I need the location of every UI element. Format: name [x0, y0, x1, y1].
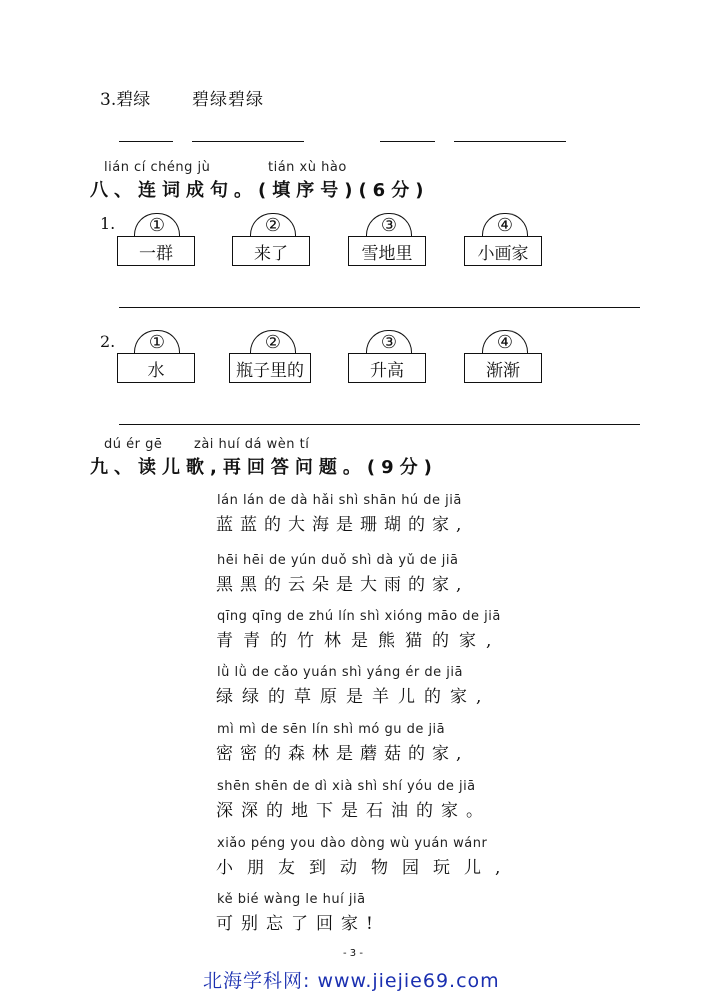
q8-group1-word2-number-tab: [250, 213, 296, 238]
answer-blank[interactable]: [192, 141, 304, 142]
poem-line-2-text: 黑黑的云朵是大雨的家,: [216, 575, 469, 595]
poem-line-4-pinyin: lǜ lǜ de cǎo yuán shì yáng ér de jiā: [217, 665, 463, 680]
q8-group1-word3-number-tab: [366, 213, 412, 238]
q9-heading: 九、读儿歌,再回答问题。(9分): [90, 457, 438, 478]
q8-group1-number: 1.: [100, 214, 116, 233]
q9-pinyin-right: zài huí dá wèn tí: [194, 437, 310, 452]
poem-line-3-pinyin: qīng qīng de zhú lín shì xióng māo de jiā: [217, 609, 501, 624]
q8-pinyin-right: tián xù hào: [268, 160, 347, 175]
answer-line[interactable]: [119, 307, 640, 308]
word-text: 瓶子里的: [236, 360, 304, 381]
poem-line-5-text: 密密的森林是蘑菇的家,: [216, 744, 469, 764]
poem-line-2-pinyin: hēi hēi de yún duǒ shì dà yǔ de jiā: [217, 553, 459, 568]
number-marker: ③: [380, 332, 398, 353]
q8-group2-word4-number-tab: [482, 330, 528, 355]
number-marker: ②: [264, 215, 282, 236]
word-text: 小画家: [477, 243, 529, 264]
q8-group2-word1-number-tab: [134, 330, 180, 355]
poem-line-8-text: 可别忘了回家!: [216, 914, 381, 934]
number-marker: ②: [264, 332, 282, 353]
q8-group1-word1-number-tab: [134, 213, 180, 238]
poem-line-4-text: 绿绿的草原是羊儿的家,: [216, 687, 491, 707]
poem-line-6-pinyin: shēn shēn de dì xià shì shí yóu de jiā: [217, 779, 476, 794]
q8-group2-word1: [117, 353, 195, 383]
q8-group2-word2: [229, 353, 311, 383]
answer-blank[interactable]: [380, 141, 435, 142]
q8-group2-number: 2.: [100, 332, 116, 351]
word-text: 渐渐: [486, 360, 520, 381]
poem-line-6-text: 深深的地下是石油的家。: [216, 801, 491, 821]
word-text: 来了: [254, 243, 288, 264]
number-marker: ④: [496, 215, 514, 236]
word-text: 一群: [139, 243, 173, 264]
q7-item3-pattern: 碧绿碧绿: [192, 90, 264, 110]
poem-line-3-text: 青青的竹林是熊猫的家,: [216, 631, 502, 651]
answer-line[interactable]: [119, 424, 640, 425]
word-text: 水: [147, 360, 165, 381]
number-marker: ①: [148, 332, 166, 353]
number-marker: ①: [148, 215, 166, 236]
word-text: 升高: [370, 360, 404, 381]
q8-group2-word2-number-tab: [250, 330, 296, 355]
q8-group1-word4: [464, 236, 542, 266]
q8-group1-word3: [348, 236, 426, 266]
poem-line-8-pinyin: kě bié wàng le huí jiā: [217, 892, 366, 907]
poem-line-5-pinyin: mì mì de sēn lín shì mó gu de jiā: [217, 722, 446, 737]
q8-group1-word2: [232, 236, 310, 266]
number-marker: ④: [496, 332, 514, 353]
q8-group1-word1: [117, 236, 195, 266]
q8-group2-word4: [464, 353, 542, 383]
q8-pinyin-left: lián cí chéng jù: [104, 160, 211, 175]
q9-pinyin-left: dú ér gē: [104, 437, 163, 452]
q8-group2-word3-number-tab: [366, 330, 412, 355]
q8-group1-word4-number-tab: [482, 213, 528, 238]
q8-group2-word3: [348, 353, 426, 383]
number-marker: ③: [380, 215, 398, 236]
answer-blank[interactable]: [454, 141, 566, 142]
poem-line-1-text: 蓝蓝的大海是珊瑚的家,: [216, 515, 469, 535]
poem-line-1-pinyin: lán lán de dà hǎi shì shān hú de jiā: [217, 493, 462, 508]
q7-item3-label: 3.碧绿: [100, 90, 151, 110]
answer-blank[interactable]: [119, 141, 173, 142]
poem-line-7-text: 小朋友到动物园玩儿,: [216, 858, 515, 878]
q8-heading: 八、连词成句。(填序号)(6分): [90, 180, 430, 201]
word-text: 雪地里: [361, 243, 413, 264]
poem-line-7-pinyin: xiǎo péng you dào dòng wù yuán wánr: [217, 836, 488, 851]
page-number: - 3 -: [343, 948, 363, 959]
footer-watermark: 北海学科网: www.jiejie69.com: [203, 970, 500, 992]
